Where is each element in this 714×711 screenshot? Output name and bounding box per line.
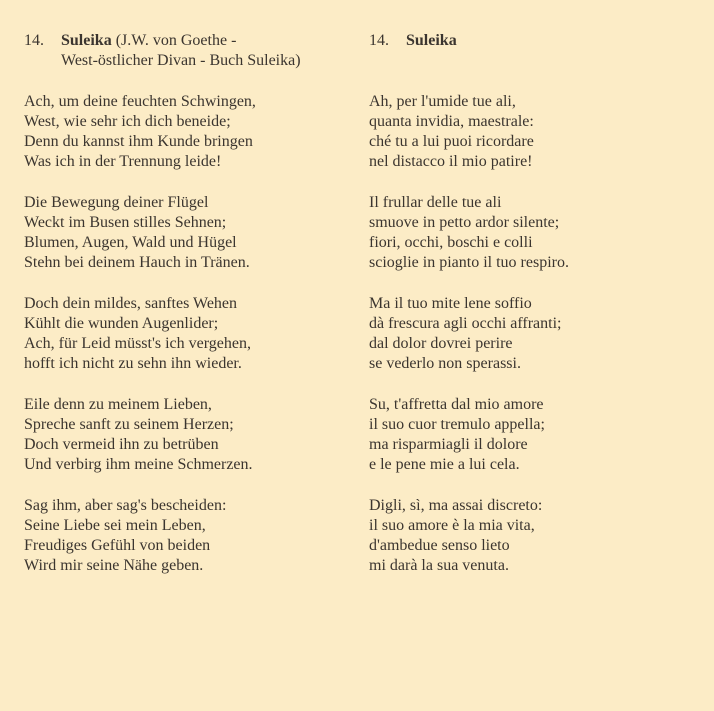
title-source: (J.W. von Goethe - [115, 32, 237, 49]
german-stanza [24, 193, 354, 274]
verse-line: ché tu a lui puoi ricordare [369, 132, 534, 150]
german-stanza [24, 395, 354, 476]
verse-line: Ach, für Leid müsst's ich vergehen, [24, 334, 251, 352]
song-title: Suleika [406, 32, 457, 49]
italian-stanza [369, 193, 699, 274]
verse-line: Doch vermeid ihn zu betrüben [24, 435, 219, 453]
german-column [24, 31, 354, 576]
verse-line: Su, t'affretta dal mio amore [369, 395, 544, 413]
verse-line: Die Bewegung deiner Flügel [24, 193, 209, 211]
verse-line: Seine Liebe sei mein Leben, [24, 516, 206, 534]
verse-line: Ah, per l'umide tue ali, [369, 92, 516, 110]
verse-line: Und verbirg ihm meine Schmerzen. [24, 456, 253, 474]
italian-stanza [369, 294, 699, 375]
verse-line: Freudiges Gefühl von beiden [24, 536, 211, 554]
verse-line: Blumen, Augen, Wald und Hügel [24, 233, 237, 251]
verse-line: mi darà la sua venuta. [369, 557, 509, 575]
verse-line: Spreche sanft zu seinem Herzen; [24, 415, 234, 433]
verse-line: hofft ich nicht zu sehn ihn wieder. [24, 355, 242, 373]
verse-line: Digli, sì, ma assai discreto: [369, 496, 543, 514]
verse-line: Ach, um deine feuchten Schwingen, [24, 92, 256, 110]
verse-line: Wird mir seine Nähe geben. [24, 557, 204, 575]
italian-heading [369, 31, 699, 71]
italian-stanza [369, 496, 699, 577]
german-stanza [24, 92, 354, 173]
verse-line: ma risparmiagli il dolore [369, 435, 528, 453]
verse-line: fiori, occhi, boschi e colli [369, 233, 533, 251]
song-number: 14. [24, 32, 44, 49]
verse-line: d'ambedue senso lieto [369, 536, 510, 554]
verse-line: quanta invidia, maestrale: [369, 112, 534, 130]
german-stanza [24, 496, 354, 577]
verse-line: il suo cuor tremulo appella; [369, 415, 545, 433]
title-source-continued: West-östlicher Divan - Buch Suleika) [61, 52, 301, 70]
german-title-block [61, 31, 301, 71]
verse-line: scioglie in pianto il tuo respiro. [369, 254, 569, 272]
verse-line: smuove in petto ardor silente; [369, 213, 560, 231]
verse-line: Kühlt die wunden Augenlider; [24, 314, 219, 332]
song-number: 14. [369, 32, 389, 49]
verse-line: Sag ihm, aber sag's bescheiden: [24, 496, 227, 514]
italian-stanza [369, 92, 699, 173]
verse-line: Stehn bei deinem Hauch in Tränen. [24, 254, 250, 272]
song-title: Suleika [61, 32, 112, 49]
italian-stanza [369, 395, 699, 476]
verse-line: se vederlo non sperassi. [369, 355, 521, 373]
verse-line: Eile denn zu meinem Lieben, [24, 395, 212, 413]
german-stanza [24, 294, 354, 375]
verse-line: West, wie sehr ich dich beneide; [24, 112, 231, 130]
verse-line: nel distacco il mio patire! [369, 153, 533, 171]
verse-line: Weckt im Busen stilles Sehnen; [24, 213, 227, 231]
german-heading [24, 31, 354, 71]
verse-line: dà frescura agli occhi affranti; [369, 314, 562, 332]
verse-line: e le pene mie a lui cela. [369, 456, 520, 474]
verse-line: dal dolor dovrei perire [369, 334, 513, 352]
verse-line: il suo amore è la mia vita, [369, 516, 535, 534]
verse-line: Ma il tuo mite lene soffio [369, 294, 532, 312]
italian-column [369, 31, 699, 576]
verse-line: Il frullar delle tue ali [369, 193, 502, 211]
verse-line: Was ich in der Trennung leide! [24, 153, 222, 171]
verse-line: Doch dein mildes, sanftes Wehen [24, 294, 238, 312]
verse-line: Denn du kannst ihm Kunde bringen [24, 132, 253, 150]
